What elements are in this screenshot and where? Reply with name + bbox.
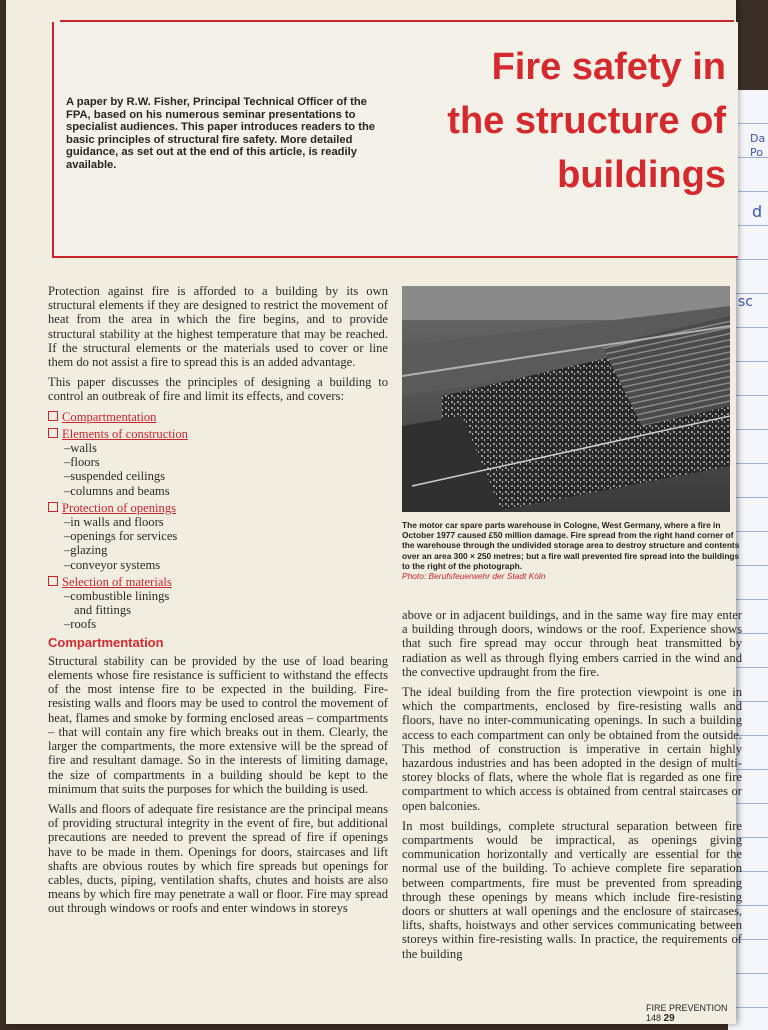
notebook-scribble: Da [750, 132, 766, 145]
paragraph: In most buildings, complete structural separation between fire compartments would be impractical, as openings giving communication horizontally and vertically are essential for the normal use of the building. To achieve complete fire separation between compartments, fire must be prevented from spreading through these openings by means which include fire-resisting doors or shutters at wall openings and the enclosure of staircases, lifts, shafts, hoistways and other services communicating between storeys within fire-resisting walls. In practice, the requirements of the building [402, 818, 742, 961]
page-number: 29 [663, 1013, 675, 1024]
title-line: buildings [557, 154, 726, 196]
notebook-scribble: sc [738, 294, 753, 310]
paragraph: Protection against fire is afforded to a building by its own structural elements if they are designed to restrict the movement of heat from the area in which the fire begins, and to provide structural stability at the highest temperature that may be reached. If the structural elements or the materials used to cover or line them do not assist a fire to spread this is an added advantage. [48, 284, 388, 370]
toc-section-label: Protection of openings [62, 500, 177, 515]
aerial-photo-image [402, 286, 730, 512]
column-right [402, 608, 742, 967]
column-left [48, 284, 388, 922]
photo-credit: Photo: Berufsfeuerwehr der Stadt Köln [402, 571, 546, 582]
toc-item: –in walls and floors [64, 515, 164, 530]
checkbox-icon [48, 411, 58, 421]
paragraph: This paper discusses the principles of designing a building to control an outbreak of fire and limit its effects, and covers: [48, 375, 388, 404]
toc-section [48, 410, 388, 424]
title-line: the structure of [447, 100, 726, 142]
toc-item: –openings for services [64, 529, 178, 544]
article-header [52, 22, 738, 258]
title-line: Fire safety in [491, 46, 726, 88]
warehouse-fire-photo [402, 286, 730, 512]
toc-section [48, 575, 388, 589]
toc-item: –walls [64, 441, 97, 456]
paragraph: Walls and floors of adequate fire resistance are the principal means of providing structural integrity in the event of fire, but additional precautions are needed to prevent the spread of fire if openings have to be made in them. Openings for doors, staircases and lift shafts are obvious routes by which fire spreads but openings for cables, ducts, piping, ventilation shafts, chutes and hoists are also means by which fire may penetrate a wall or floor. Fire may spread out through windows or roofs and enter windows in storeys [48, 801, 388, 916]
checkbox-icon [48, 502, 58, 512]
paragraph: The ideal building from the fire protection viewpoint is one in which the compartments, enclosed by fire-resisting walls and floors, have no inter-communicating openings. In such a building access to each compartment can only be obtained from the outside. This method of construction is imperative in certain highly hazardous industries and has been adopted in the design of multi-storey blocks of flats, where the whole flat is regarded as one fire compartment to which access is obtained from central staircases or open balconies. [402, 685, 742, 813]
magazine-page [6, 0, 742, 1024]
toc-section-label: Selection of materials [62, 574, 172, 589]
page-footer [646, 1003, 736, 1024]
checkbox-icon [48, 576, 58, 586]
toc-item: and fittings [74, 603, 132, 618]
toc-section-label: Compartmentation [62, 409, 157, 424]
toc-item: –suspended ceilings [64, 469, 166, 484]
contents-list [48, 410, 388, 632]
section-heading: Compartmentation [48, 634, 164, 650]
toc-item: –columns and beams [64, 483, 170, 498]
toc-item: –roofs [64, 617, 97, 632]
intro-standfirst: A paper by R.W. Fisher, Principal Technical Officer of the FPA, based on his numerous seminar presentations to specialist audiences. This paper introduces readers to the basic principles of structural fire safety. More detailed guidance, as set out at the end of this article, is readily available. [66, 96, 376, 171]
paragraph: Structural stability can be provided by the use of load bearing elements whose fire resistance is sufficient to withstand the effects of the most intense fire to be expected in the building. Fire-resisting walls and floors may be used to control the movement of heat, flames and smoke by forming enclosed areas – compartments – that will contain any fire which breaks out in them. Clearly, the larger the compartments, the more extensive will be the spread of fire and resultant damage. So in the interests of limiting damage, the size of compartments in a building should be kept to the minimum that suits the purposes for which the building is used. [48, 653, 388, 796]
caption-text: The motor car spare parts warehouse in Cologne, West Germany, where a fire in October 1977 caused £50 million damage. Fire spread from the right hand corner of the warehouse through the undivided storage area to destroy structure and contents over an area 300 × 250 metres; but a fire wall prevented fire spread into the buildings to the right of the photograph. [402, 520, 740, 571]
photo-caption [402, 520, 740, 581]
toc-item: –floors [64, 455, 100, 470]
toc-item: –combustible linings [64, 589, 170, 604]
article-title [366, 40, 726, 202]
checkbox-icon [48, 428, 58, 438]
toc-item: –glazing [64, 543, 108, 558]
toc-item: –conveyor systems [64, 557, 161, 572]
notebook-scribble: d [752, 202, 763, 221]
journal-name: FIRE PREVENTION 148 [646, 1003, 728, 1023]
notebook-scribble: Po [750, 146, 763, 159]
toc-section-label: Elements of construction [62, 426, 188, 441]
toc-section [48, 501, 388, 515]
toc-section [48, 427, 388, 441]
paragraph: above or in adjacent buildings, and in the same way fire may enter a building through doors, windows or the roof. Experience shows that such fire spread may occur through heat transmitted by radiation as well as through flying embers carried in the wind and the convective updraught from the fire. [402, 608, 742, 679]
